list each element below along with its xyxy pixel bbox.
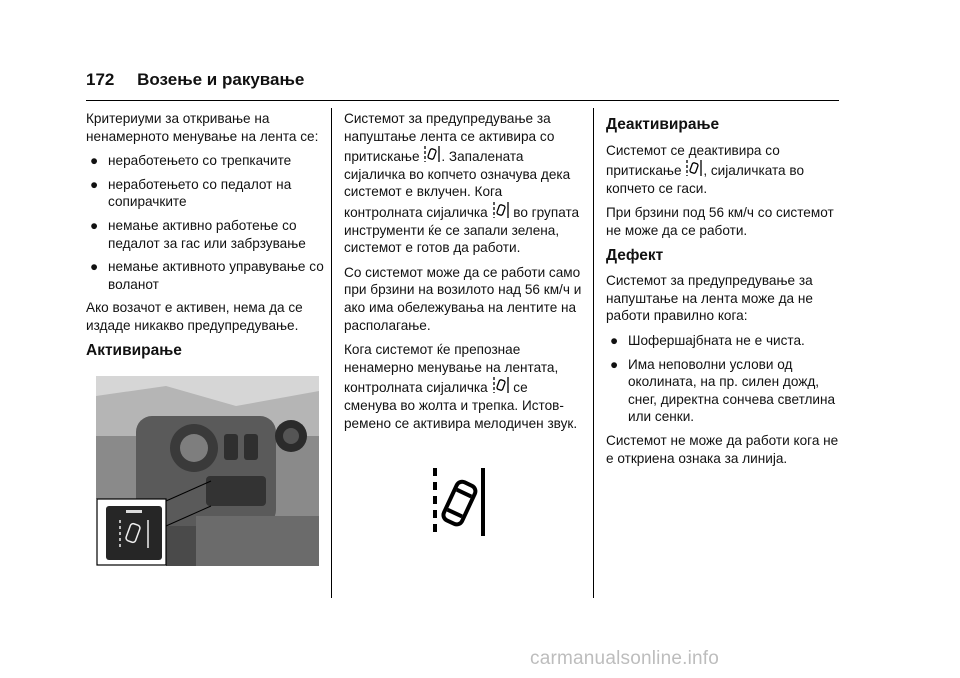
list-item: ● немање активното управување со воланот <box>90 259 324 292</box>
fault-intro: Системот за предупредување за напуштање на лента може да не работи правилно кога: <box>606 273 813 324</box>
lane-departure-indicator-icon <box>492 201 510 219</box>
low-speed-text: При брзини под 56 км/ч со системот не може да се работи. <box>606 205 834 238</box>
lane-departure-indicator-icon <box>492 376 510 394</box>
list-item: ● Има неповолни услови од околината, на пр. силен дожд, снег, директна сончева светлина или сенки. <box>610 356 836 425</box>
warning-text: Кога системот ќе препознае ненамерно менување на лентата, контролната сијаличка се сменува во жолта и трепка. Истов-ремено се активира мелодичен звук. <box>344 342 578 431</box>
criteria-intro: Критериуми за откривање на ненамерното менување на лента се: <box>86 111 319 144</box>
column-divider-1 <box>331 108 332 598</box>
driver-active-note: Ако возачот е активен, нема да се издаде никакво предупредување. <box>86 300 303 333</box>
lane-departure-icon <box>685 159 703 177</box>
speed-condition-text: Со системот може да се работи само при брзини на возилото над 56 км/ч и ако има обележувања на лентите на располагање. <box>344 264 582 333</box>
list-item: ● немање активно работење со педалот за гас или забрзување <box>90 217 306 251</box>
list-item: ● неработењето со педалот на сопирачките <box>90 176 292 210</box>
section-heading-deactivation: Деактивирање <box>606 116 720 133</box>
list-item: ● неработењето со трепкачите <box>90 153 292 169</box>
page-number: 172 <box>86 70 115 89</box>
activation-text: Системот за предупредување за напуштање лента се активира со притискање . Запалената сијаличка во копчето означува дека системот е вклучен. Кога контролната сијаличка во групата инструменти ќе се запали зелена, системот е готов да работи. <box>344 111 580 256</box>
list-item: ● Шофершајбната не е чиста. <box>610 332 805 348</box>
lane-departure-large-icon <box>425 466 495 538</box>
dashboard-button-photo <box>96 376 319 566</box>
page-title: Возење и ракување <box>137 70 305 89</box>
no-marking-text: Системот не може да работи кога не е откриена ознака за линија. <box>606 432 839 466</box>
lane-departure-icon <box>423 145 441 163</box>
column-3 <box>606 110 841 474</box>
column-divider-2 <box>593 108 594 598</box>
column-1 <box>86 110 331 367</box>
deactivation-text: Системот се деактивира со притискање , сијаличката во копчето се гаси. <box>606 142 805 196</box>
section-heading-fault: Дефект <box>606 246 664 264</box>
page-header <box>86 70 304 90</box>
section-heading-activation: Активирање <box>86 341 182 359</box>
header-rule <box>86 100 839 101</box>
column-2 <box>344 110 584 439</box>
watermark: carmanualsonline.info <box>530 648 720 669</box>
